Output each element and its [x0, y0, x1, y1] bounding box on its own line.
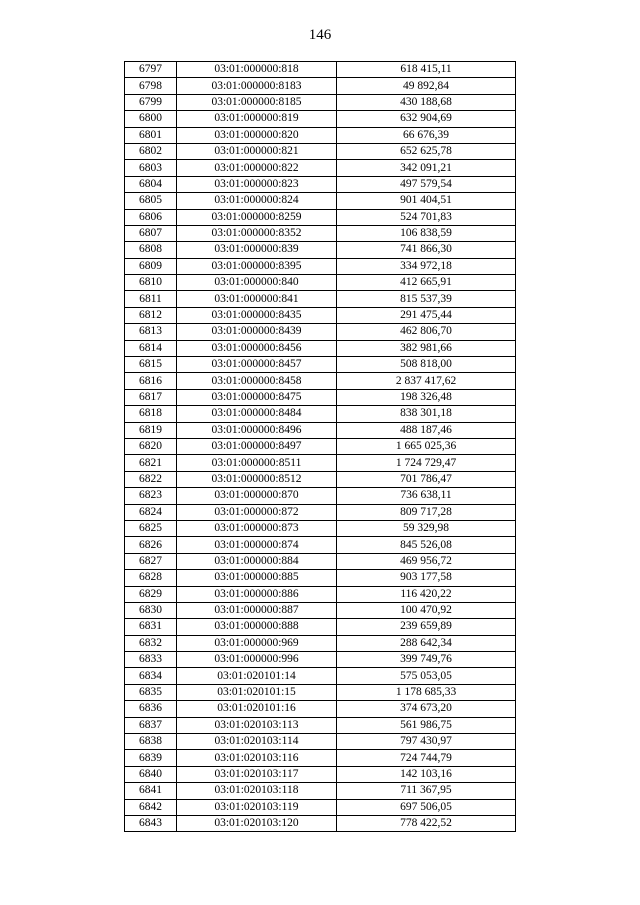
cadastral-value-cell: 701 786,47	[337, 471, 516, 487]
table-row	[125, 701, 516, 717]
row-number-cell: 6826	[125, 537, 177, 553]
row-number-cell: 6840	[125, 766, 177, 782]
cadastral-number-cell: 03:01:020103:117	[177, 766, 337, 782]
cadastral-value-cell: 106 838,59	[337, 225, 516, 241]
row-number-cell: 6811	[125, 291, 177, 307]
cadastral-number-cell: 03:01:000000:839	[177, 242, 337, 258]
table-row	[125, 389, 516, 405]
table-row	[125, 275, 516, 291]
table-row	[125, 668, 516, 684]
table-row	[125, 635, 516, 651]
cadastral-value-cell: 845 526,08	[337, 537, 516, 553]
table-row	[125, 62, 516, 78]
table-row	[125, 766, 516, 782]
cadastral-value-cell: 116 420,22	[337, 586, 516, 602]
table-row	[125, 291, 516, 307]
cadastral-value-cell: 1 724 729,47	[337, 455, 516, 471]
table-row	[125, 553, 516, 569]
row-number-cell: 6797	[125, 62, 177, 78]
cadastral-number-cell: 03:01:000000:8511	[177, 455, 337, 471]
row-number-cell: 6827	[125, 553, 177, 569]
cadastral-value-cell: 508 818,00	[337, 357, 516, 373]
cadastral-value-cell: 903 177,58	[337, 570, 516, 586]
row-number-cell: 6832	[125, 635, 177, 651]
cadastral-number-cell: 03:01:000000:8435	[177, 307, 337, 323]
row-number-cell: 6843	[125, 815, 177, 831]
row-number-cell: 6815	[125, 357, 177, 373]
row-number-cell: 6841	[125, 783, 177, 799]
cadastral-number-cell: 03:01:020103:114	[177, 734, 337, 750]
cadastral-number-cell: 03:01:000000:841	[177, 291, 337, 307]
row-number-cell: 6806	[125, 209, 177, 225]
table-row	[125, 570, 516, 586]
row-number-cell: 6805	[125, 193, 177, 209]
cadastral-value-cell: 59 329,98	[337, 520, 516, 536]
row-number-cell: 6838	[125, 734, 177, 750]
row-number-cell: 6810	[125, 275, 177, 291]
cadastral-value-cell: 239 659,89	[337, 619, 516, 635]
cadastral-value-cell: 618 415,11	[337, 62, 516, 78]
row-number-cell: 6828	[125, 570, 177, 586]
cadastral-value-cell: 49 892,84	[337, 78, 516, 94]
row-number-cell: 6831	[125, 619, 177, 635]
cadastral-value-cell: 838 301,18	[337, 406, 516, 422]
cadastral-number-cell: 03:01:000000:887	[177, 602, 337, 618]
table-row	[125, 127, 516, 143]
row-number-cell: 6823	[125, 488, 177, 504]
row-number-cell: 6837	[125, 717, 177, 733]
table-row	[125, 242, 516, 258]
cadastral-number-cell: 03:01:000000:824	[177, 193, 337, 209]
cadastral-number-cell: 03:01:000000:8496	[177, 422, 337, 438]
cadastral-number-cell: 03:01:000000:818	[177, 62, 337, 78]
row-number-cell: 6830	[125, 602, 177, 618]
cadastral-value-cell: 198 326,48	[337, 389, 516, 405]
row-number-cell: 6814	[125, 340, 177, 356]
cadastral-number-cell: 03:01:000000:8456	[177, 340, 337, 356]
table-row	[125, 783, 516, 799]
row-number-cell: 6801	[125, 127, 177, 143]
cadastral-value-cell: 412 665,91	[337, 275, 516, 291]
row-number-cell: 6833	[125, 652, 177, 668]
table-row	[125, 471, 516, 487]
cadastral-number-cell: 03:01:020103:116	[177, 750, 337, 766]
table-row	[125, 717, 516, 733]
table-row	[125, 357, 516, 373]
row-number-cell: 6820	[125, 438, 177, 454]
row-number-cell: 6798	[125, 78, 177, 94]
row-number-cell: 6822	[125, 471, 177, 487]
row-number-cell: 6842	[125, 799, 177, 815]
cadastral-value-cell: 809 717,28	[337, 504, 516, 520]
cadastral-number-cell: 03:01:000000:8183	[177, 78, 337, 94]
row-number-cell: 6825	[125, 520, 177, 536]
cadastral-number-cell: 03:01:000000:823	[177, 176, 337, 192]
cadastral-number-cell: 03:01:000000:969	[177, 635, 337, 651]
table-row	[125, 143, 516, 159]
row-number-cell: 6802	[125, 143, 177, 159]
cadastral-number-cell: 03:01:000000:8458	[177, 373, 337, 389]
cadastral-value-cell: 430 188,68	[337, 94, 516, 110]
cadastral-number-cell: 03:01:000000:8185	[177, 94, 337, 110]
table-row	[125, 750, 516, 766]
table-row	[125, 520, 516, 536]
table-row	[125, 815, 516, 831]
table-row	[125, 684, 516, 700]
table-row	[125, 586, 516, 602]
cadastral-number-cell: 03:01:020103:118	[177, 783, 337, 799]
table-row	[125, 602, 516, 618]
cadastral-number-cell: 03:01:000000:873	[177, 520, 337, 536]
cadastral-number-cell: 03:01:000000:888	[177, 619, 337, 635]
cadastral-value-cell: 342 091,21	[337, 160, 516, 176]
row-number-cell: 6813	[125, 324, 177, 340]
cadastral-value-cell: 711 367,95	[337, 783, 516, 799]
cadastral-value-cell: 2 837 417,62	[337, 373, 516, 389]
table-row	[125, 488, 516, 504]
table-row	[125, 422, 516, 438]
cadastral-number-cell: 03:01:000000:885	[177, 570, 337, 586]
table-row	[125, 406, 516, 422]
cadastral-value-cell: 288 642,34	[337, 635, 516, 651]
table-row	[125, 209, 516, 225]
cadastral-value-cell: 697 506,05	[337, 799, 516, 815]
cadastral-number-cell: 03:01:000000:8352	[177, 225, 337, 241]
row-number-cell: 6819	[125, 422, 177, 438]
table-row	[125, 373, 516, 389]
table-row	[125, 94, 516, 110]
cadastral-value-cell: 652 625,78	[337, 143, 516, 159]
table-row	[125, 176, 516, 192]
cadastral-number-cell: 03:01:000000:820	[177, 127, 337, 143]
table-row	[125, 193, 516, 209]
cadastral-number-cell: 03:01:020101:15	[177, 684, 337, 700]
page-number: 146	[308, 27, 332, 43]
table-row	[125, 438, 516, 454]
cadastral-number-cell: 03:01:000000:886	[177, 586, 337, 602]
table-row	[125, 160, 516, 176]
row-number-cell: 6817	[125, 389, 177, 405]
table-row	[125, 652, 516, 668]
cadastral-number-cell: 03:01:000000:8439	[177, 324, 337, 340]
table-row	[125, 340, 516, 356]
row-number-cell: 6834	[125, 668, 177, 684]
cadastral-value-cell: 469 956,72	[337, 553, 516, 569]
row-number-cell: 6818	[125, 406, 177, 422]
cadastral-value-cell: 66 676,39	[337, 127, 516, 143]
cadastral-value-cell: 488 187,46	[337, 422, 516, 438]
cadastral-value-cell: 815 537,39	[337, 291, 516, 307]
cadastral-number-cell: 03:01:000000:874	[177, 537, 337, 553]
cadastral-number-cell: 03:01:000000:8259	[177, 209, 337, 225]
cadastral-value-cell: 632 904,69	[337, 111, 516, 127]
cadastral-value-cell: 1 665 025,36	[337, 438, 516, 454]
row-number-cell: 6812	[125, 307, 177, 323]
cadastral-value-cell: 399 749,76	[337, 652, 516, 668]
row-number-cell: 6821	[125, 455, 177, 471]
row-number-cell: 6804	[125, 176, 177, 192]
cadastral-value-cell: 142 103,16	[337, 766, 516, 782]
cadastral-value-cell: 382 981,66	[337, 340, 516, 356]
table-row	[125, 307, 516, 323]
cadastral-number-cell: 03:01:000000:872	[177, 504, 337, 520]
row-number-cell: 6839	[125, 750, 177, 766]
cadastral-number-cell: 03:01:000000:996	[177, 652, 337, 668]
table-row	[125, 455, 516, 471]
table-row	[125, 324, 516, 340]
table-row	[125, 504, 516, 520]
cadastral-value-cell: 736 638,11	[337, 488, 516, 504]
cadastral-value-cell: 497 579,54	[337, 176, 516, 192]
row-number-cell: 6836	[125, 701, 177, 717]
cadastral-number-cell: 03:01:000000:821	[177, 143, 337, 159]
cadastral-number-cell: 03:01:020103:113	[177, 717, 337, 733]
row-number-cell: 6807	[125, 225, 177, 241]
cadastral-number-cell: 03:01:000000:8395	[177, 258, 337, 274]
cadastral-number-cell: 03:01:000000:884	[177, 553, 337, 569]
row-number-cell: 6835	[125, 684, 177, 700]
table-row	[125, 225, 516, 241]
cadastral-value-cell: 901 404,51	[337, 193, 516, 209]
cadastral-value-cell: 724 744,79	[337, 750, 516, 766]
table-row	[125, 619, 516, 635]
cadastral-value-cell: 291 475,44	[337, 307, 516, 323]
cadastral-number-cell: 03:01:020103:120	[177, 815, 337, 831]
table-row	[125, 78, 516, 94]
cadastral-value-cell: 575 053,05	[337, 668, 516, 684]
table-body	[125, 62, 516, 832]
cadastral-number-cell: 03:01:000000:8512	[177, 471, 337, 487]
table-row	[125, 111, 516, 127]
cadastral-value-cell: 334 972,18	[337, 258, 516, 274]
cadastral-number-cell: 03:01:000000:819	[177, 111, 337, 127]
cadastral-value-table	[124, 61, 516, 832]
cadastral-number-cell: 03:01:000000:870	[177, 488, 337, 504]
cadastral-value-cell: 462 806,70	[337, 324, 516, 340]
cadastral-number-cell: 03:01:000000:822	[177, 160, 337, 176]
row-number-cell: 6829	[125, 586, 177, 602]
cadastral-value-cell: 1 178 685,33	[337, 684, 516, 700]
cadastral-value-cell: 524 701,83	[337, 209, 516, 225]
cadastral-value-cell: 741 866,30	[337, 242, 516, 258]
cadastral-number-cell: 03:01:000000:840	[177, 275, 337, 291]
table-row	[125, 799, 516, 815]
row-number-cell: 6816	[125, 373, 177, 389]
cadastral-number-cell: 03:01:020101:16	[177, 701, 337, 717]
row-number-cell: 6809	[125, 258, 177, 274]
cadastral-value-cell: 561 986,75	[337, 717, 516, 733]
row-number-cell: 6800	[125, 111, 177, 127]
cadastral-number-cell: 03:01:000000:8457	[177, 357, 337, 373]
row-number-cell: 6803	[125, 160, 177, 176]
cadastral-number-cell: 03:01:000000:8475	[177, 389, 337, 405]
cadastral-value-cell: 100 470,92	[337, 602, 516, 618]
cadastral-number-cell: 03:01:000000:8497	[177, 438, 337, 454]
cadastral-number-cell: 03:01:020103:119	[177, 799, 337, 815]
row-number-cell: 6824	[125, 504, 177, 520]
row-number-cell: 6808	[125, 242, 177, 258]
cadastral-value-cell: 778 422,52	[337, 815, 516, 831]
cadastral-number-cell: 03:01:000000:8484	[177, 406, 337, 422]
cadastral-value-cell: 797 430,97	[337, 734, 516, 750]
table-row	[125, 258, 516, 274]
cadastral-value-cell: 374 673,20	[337, 701, 516, 717]
cadastral-number-cell: 03:01:020101:14	[177, 668, 337, 684]
table-row	[125, 734, 516, 750]
table-row	[125, 537, 516, 553]
row-number-cell: 6799	[125, 94, 177, 110]
